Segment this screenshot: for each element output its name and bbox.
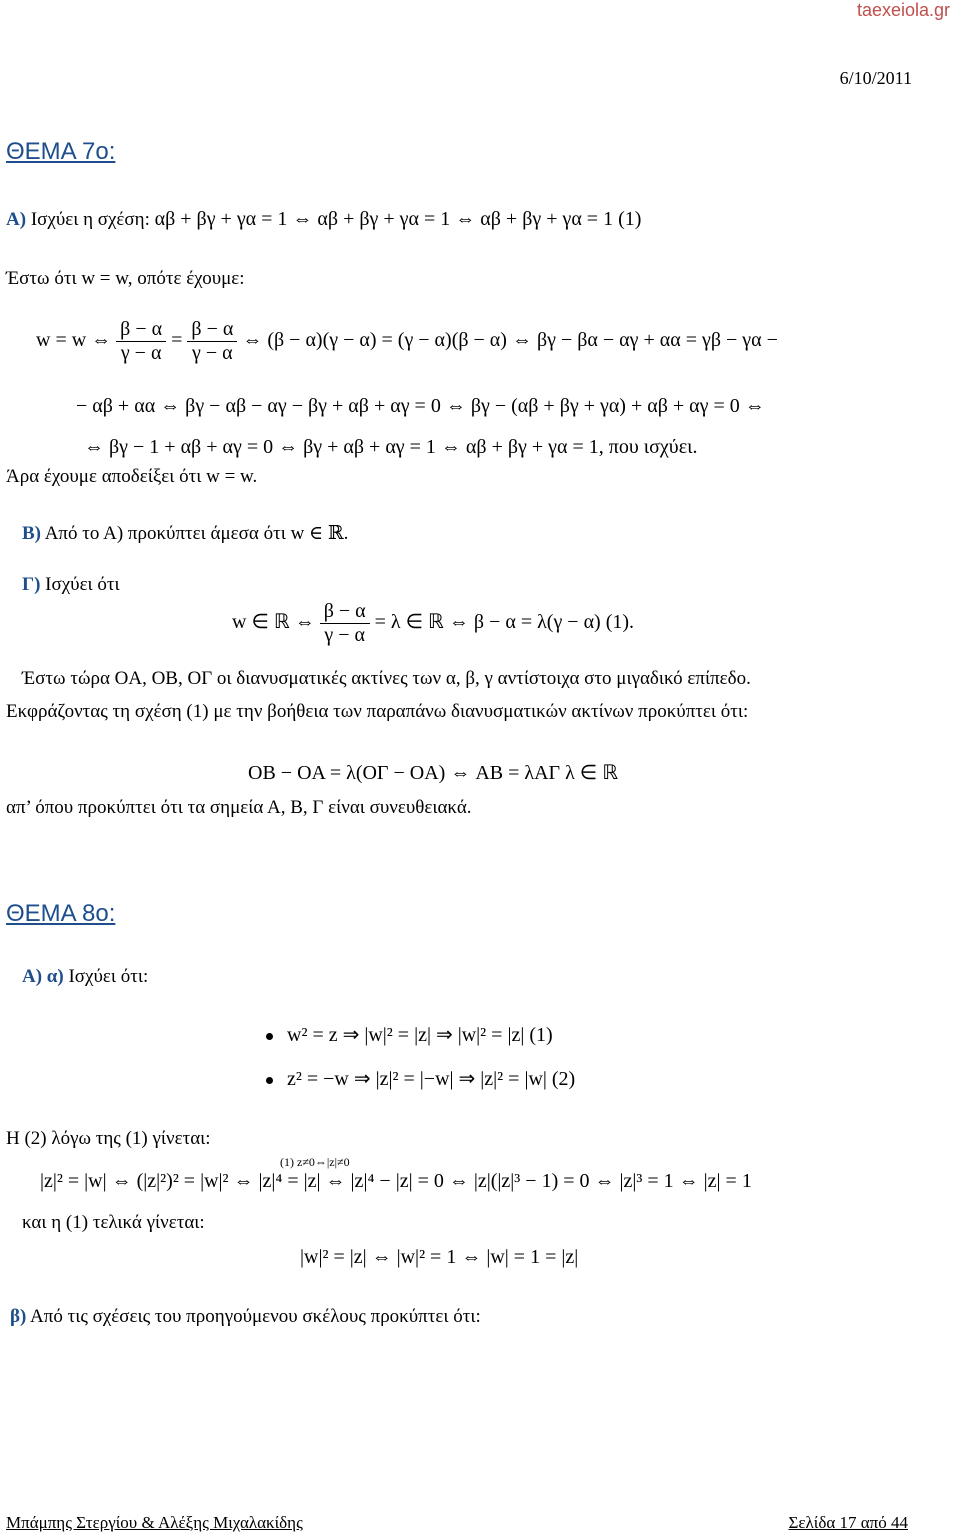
g-fraction-numerator: β − α	[320, 600, 370, 624]
bullet-2-text: z² = −w ⇒ |z|² = |−w| ⇒ |z|² = |w| (2)	[287, 1068, 576, 1090]
line1-left: w = w ⇔	[36, 329, 112, 352]
fraction-1-denominator: γ − α	[120, 342, 162, 364]
part-a-equation: αβ + βγ + γα = 1 ⇔ αβ + βγ + γα = 1 ⇔ αβ + βγ + γα = 1 (1)	[154, 208, 642, 230]
collinear-text: απ’ όπου προκύπτει ότι τα σημεία Α, Β, Γ είναι συνευθειακά.	[6, 797, 472, 818]
site-name[interactable]: taexeiola.gr	[856, 0, 950, 20]
part-a-text: Ισχύει η σχέση:	[30, 209, 150, 230]
document-date: 6/10/2011	[839, 68, 912, 88]
fraction-2-numerator: β − α	[187, 318, 237, 342]
derivation-line-2: − αβ + αα ⇔ βγ − αβ − αγ − βγ + αβ + αγ = 0 ⇔ βγ − (αβ + βγ + γα) + αβ + αγ = 0 ⇔	[76, 395, 765, 417]
fraction-2	[187, 318, 237, 365]
express-text: Εκφράζοντας τη σχέση (1) με την βοήθεια των παραπάνω διανυσματικών ακτίνων προκύπτει ότι:	[6, 701, 749, 722]
bullet-1	[266, 1022, 553, 1047]
part-b-beta	[10, 1306, 481, 1328]
derivation-line-1: w = w ⇔ $\frac{\beta - \alpha}{\gamma - \alpha}$ = $\frac{\beta - \alpha}{\gamma - \alpha}$ ⇔ (β − α)(γ − α) = (γ − α)(β − α) ⇔ βγ − βα − αγ + αα = γβ − γα −	[36, 318, 778, 364]
g-fraction-denominator: γ − α	[324, 624, 365, 646]
vector-equation: OB − OA = λ(OΓ − OA) ⇔ AB = λAΓ λ ∈ ℝ	[248, 762, 619, 784]
g-fraction	[320, 600, 370, 647]
part-b-beta-text: Από τις σχέσεις του προηγούμενου σκέλους προκύπτει ότι:	[30, 1306, 481, 1327]
bullet-2	[266, 1066, 575, 1091]
part-g-label: Γ)	[22, 574, 41, 595]
part-b-label: Β)	[22, 523, 41, 544]
fraction-2-denominator: γ − α	[192, 342, 233, 364]
theme7-part-b	[22, 522, 348, 545]
bullet-dot	[266, 1077, 273, 1084]
g-left: w ∈ ℝ ⇔	[232, 611, 315, 634]
bullet-1-text: w² = z ⇒ |w|² = |z| ⇒ |w|² = |z| (1)	[287, 1024, 553, 1046]
proved-text: Άρα έχουμε αποδείξει ότι w = w.	[6, 466, 258, 487]
vectors-text: Έστω τώρα OA, OB, OΓ οι διανυσματικές ακτίνες των α, β, γ αντίστοιχα στο μιγαδικό επίπεδο.	[22, 668, 751, 689]
long-equation: |z|² = |w| ⇔ (|z|²)² = |w|² ⇔ |z|⁴ = |z| ⇔ |z|⁴ − |z| = 0 ⇔ |z|(|z|³ − 1) = 0 ⇔ |z|³ = 1 ⇔ |z| = 1	[40, 1170, 752, 1192]
theme8-part-a	[22, 966, 148, 988]
theme7-part-a	[6, 208, 641, 231]
fraction-1	[116, 318, 166, 365]
part-a-alpha-text: Ισχύει ότι:	[68, 966, 149, 987]
theme7-title: ΘΕΜΑ 7ο:	[6, 138, 116, 165]
footer-page: Σελίδα 17 από 44	[788, 1513, 908, 1532]
h-text: Η (2) λόγω της (1) γίνεται:	[6, 1128, 211, 1149]
footer-authors: Μπάμπης Στεργίου & Αλέξης Μιχαλακίδης	[6, 1513, 303, 1532]
assumption-text: Έστω ότι w = w, οπότε έχουμε:	[6, 268, 245, 289]
long-equation-annotations: (1) z≠0⇔|z|≠0	[280, 1155, 350, 1169]
part-g-text: Ισχύει ότι	[45, 574, 120, 595]
part-g-equation	[232, 600, 634, 647]
fraction-1-numerator: β − α	[116, 318, 166, 342]
part-a-alpha-label: Α) α)	[22, 966, 64, 987]
bullet-dot	[266, 1033, 273, 1040]
part-a-label: Α)	[6, 209, 27, 230]
final-equation: |w|² = |z| ⇔ |w|² = 1 ⇔ |w| = 1 = |z|	[300, 1246, 579, 1268]
theme7-part-g	[22, 574, 120, 596]
g-right: = λ ∈ ℝ ⇔ β − α = λ(γ − α) (1).	[374, 611, 635, 634]
theme8-title: ΘΕΜΑ 8ο:	[6, 900, 116, 927]
part-b-beta-label: β)	[10, 1306, 27, 1327]
part-b-text: Από το Α) προκύπτει άμεσα ότι w ∈ ℝ.	[44, 523, 349, 544]
final-text: και η (1) τελικά γίνεται:	[22, 1212, 205, 1233]
derivation-line-3: ⇔ βγ − 1 + αβ + αγ = 0 ⇔ βγ + αβ + αγ = 1 ⇔ αβ + βγ + γα = 1, που ισχύει.	[84, 436, 698, 458]
line1-rest: ⇔ (β − α)(γ − α) = (γ − α)(β − α) ⇔ βγ − βα − αγ + αα = γβ − γα −	[242, 329, 778, 352]
